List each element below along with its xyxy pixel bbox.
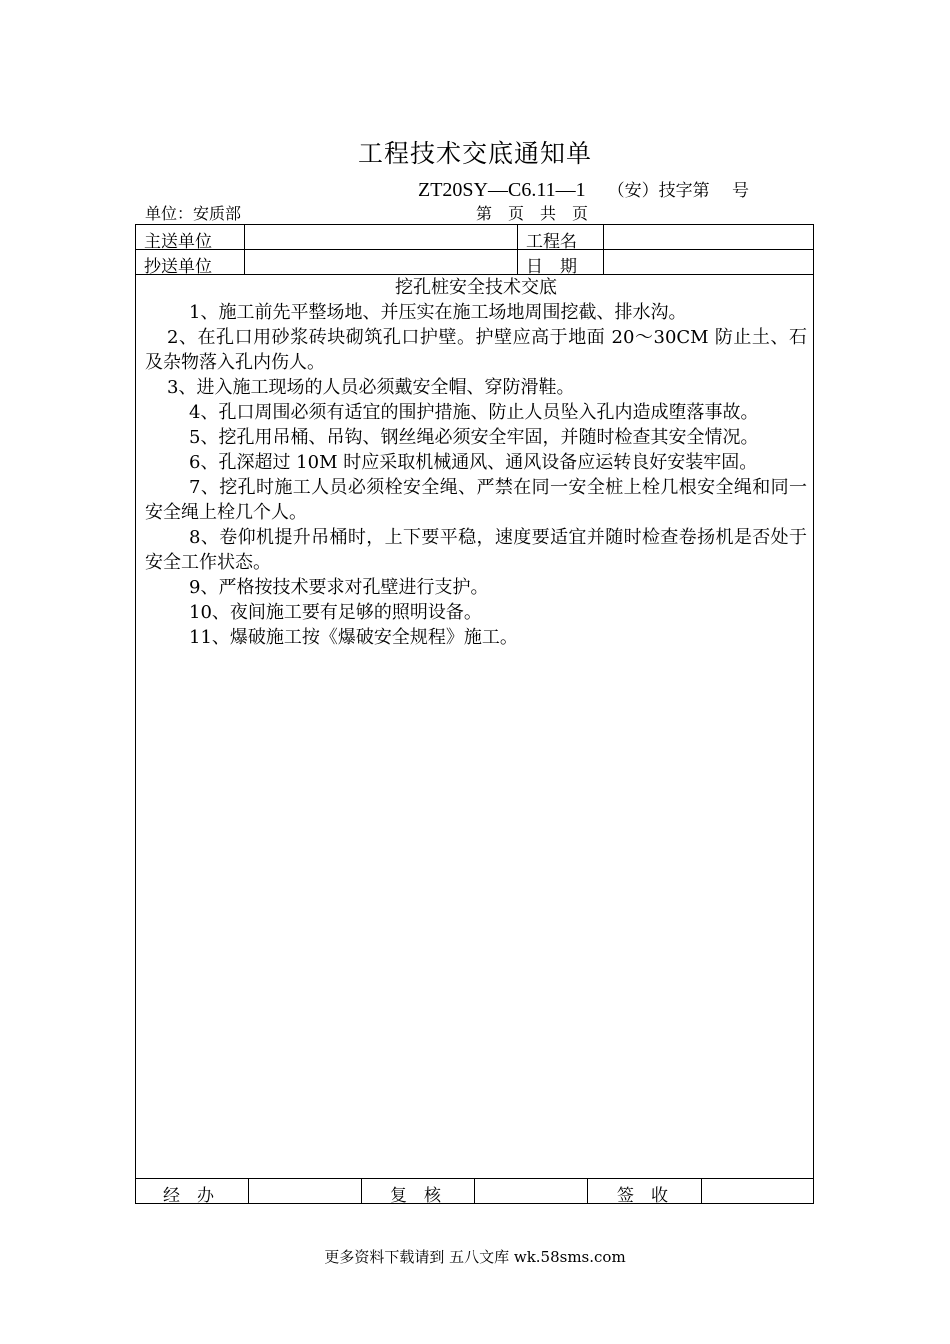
date-label: 日 期 (526, 257, 577, 277)
list-item: 2、在孔口用砂浆砖块砌筑孔口护壁。护壁应高于地面 20～30CM 防止土、石及杂物落入孔内伤人。 (145, 327, 807, 373)
column-divider (587, 1178, 588, 1204)
document-title: 工程技术交底通知单 (357, 139, 592, 168)
document-code: ZT20SY—C6.11—1 (418, 179, 586, 201)
disclosure-content (145, 275, 807, 650)
list-item: 1、施工前先平整场地、并压实在施工场地周围挖截、排水沟。 (189, 302, 687, 323)
list-item: 8、卷仰机提升吊桶时，上下要平稳，速度要适宜并随时检查卷扬机是否处于安全工作状态。 (145, 527, 807, 573)
receiver-label: 签 收 (617, 1186, 668, 1206)
document-code-line (418, 176, 749, 202)
list-item: 5、挖孔用吊桶、吊钩、钢丝绳必须安全牢固，并随时检查其安全情况。 (189, 427, 759, 448)
column-divider (517, 224, 518, 274)
list-item: 4、孔口周围必须有适宜的围护措施、防止人员坠入孔内造成堕落事故。 (189, 402, 759, 423)
copy-unit-label: 抄送单位 (144, 257, 212, 277)
column-divider (248, 1178, 249, 1204)
column-divider (244, 224, 245, 274)
list-item: 10、夜间施工要有足够的照明设备。 (189, 602, 482, 623)
send-unit-label: 主送单位 (144, 232, 212, 252)
reviewer-label: 复 核 (390, 1186, 441, 1206)
list-item: 9、严格按技术要求对孔壁进行支护。 (189, 577, 489, 598)
list-item: 7、挖孔时施工人员必须栓安全绳、严禁在同一安全桩上栓几根安全绳和同一安全绳上栓几个人。 (145, 477, 807, 523)
download-footer: 更多资料下载请到 五八文库 wk.58sms.com (324, 1248, 626, 1266)
handler-label: 经 办 (163, 1186, 214, 1206)
issuing-unit: 单位：安质部 (145, 204, 242, 223)
column-divider (701, 1178, 702, 1204)
list-item: 11、爆破施工按《爆破安全规程》施工。 (189, 627, 518, 648)
section-subtitle: 挖孔桩安全技术交底 (395, 277, 557, 298)
row-divider (135, 249, 814, 250)
column-divider (361, 1178, 362, 1204)
project-name-label: 工程名 (526, 232, 577, 252)
list-item: 6、孔深超过 10M 时应采取机械通风、通风设备应运转良好安装牢固。 (189, 452, 758, 473)
column-divider (474, 1178, 475, 1204)
column-divider (603, 224, 604, 274)
document-number-label: （安）技字第 号 (607, 181, 750, 201)
list-item: 3、进入施工现场的人员必须戴安全帽、穿防滑鞋。 (167, 377, 575, 398)
page-count: 第 页 共 页 (476, 204, 589, 223)
